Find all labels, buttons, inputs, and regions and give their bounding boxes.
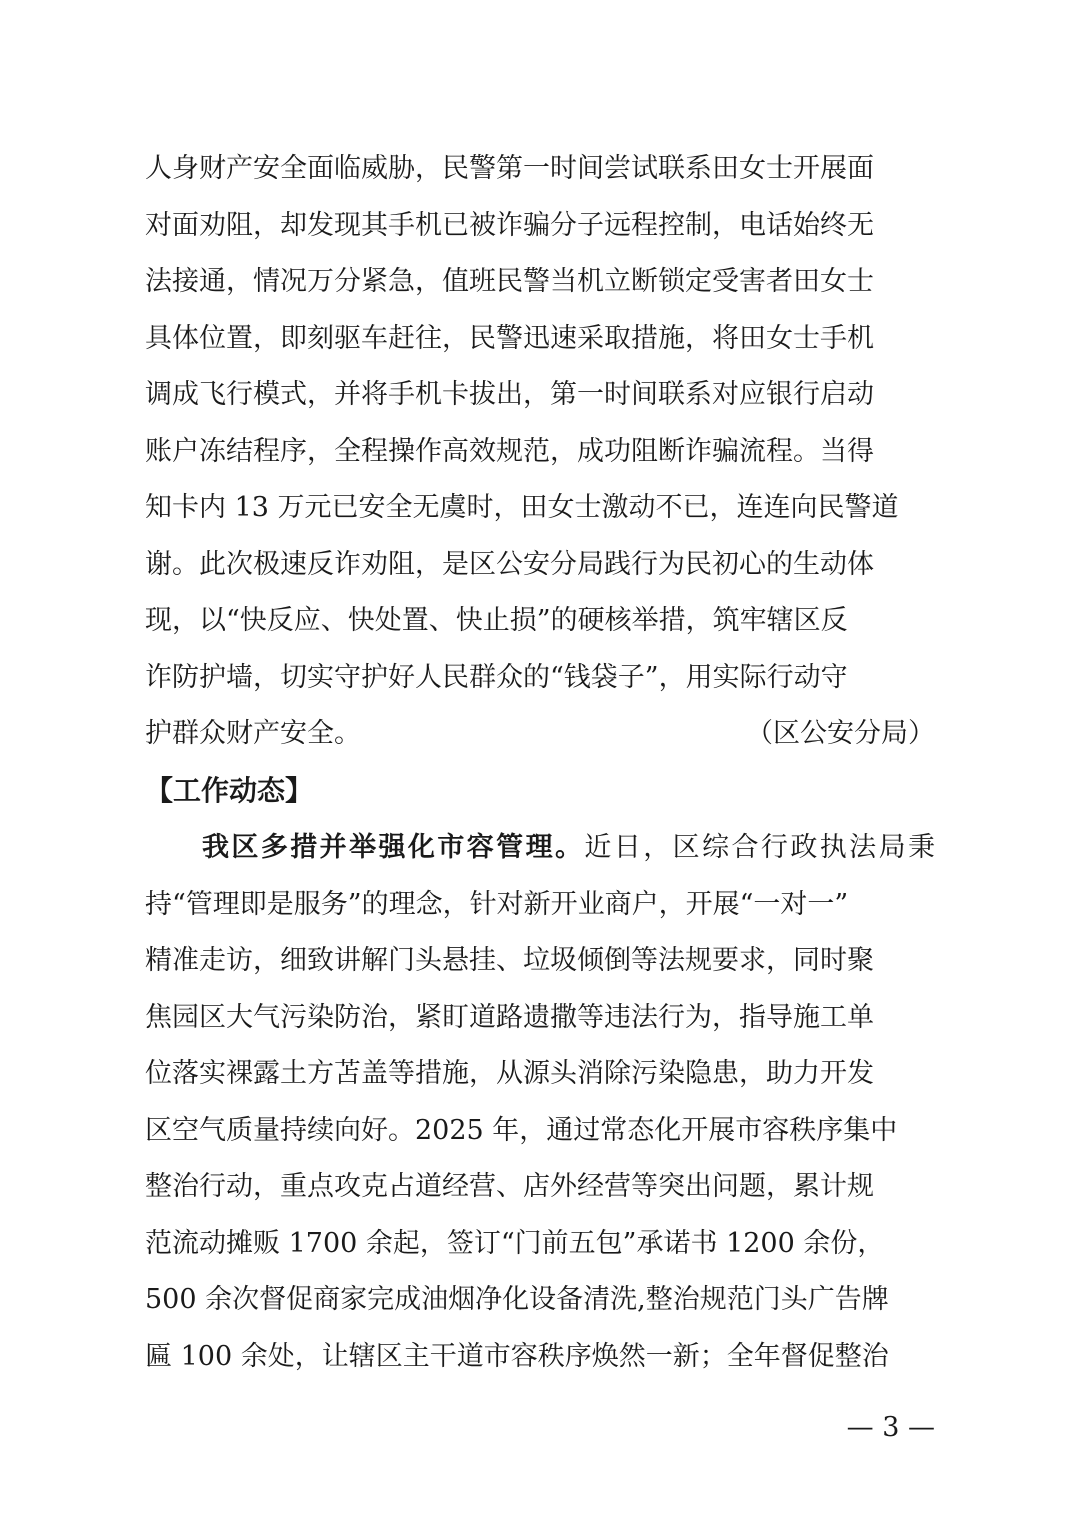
text-line: 对面劝阻，却发现其手机已被诈骗分子远程控制，电话始终无 xyxy=(145,209,874,241)
text-line: 位落实裸露土方苫盖等措施，从源头消除污染隐患，助力开发 xyxy=(145,1058,874,1089)
text-line: 诈防护墙，切实守护好人民群众的“钱袋子”，用实际行动守 xyxy=(145,661,848,693)
text-line-lead xyxy=(145,820,938,877)
text-line: 具体位置，即刻驱车赶往，民警迅速采取措施，将田女士手机 xyxy=(145,322,874,354)
page-number: — 3 — xyxy=(846,1412,935,1443)
text-line: 知卡内 13 万元已安全无虞时，田女士激动不已，连连向民警道 xyxy=(145,492,899,523)
paragraph-urban-management xyxy=(145,820,938,1385)
text-line: 持“管理即是服务”的理念，针对新开业商户，开展“一对一” xyxy=(145,888,849,920)
text-line: 精准走访，细致讲解门头悬挂、垃圾倾倒等法规要求，同时聚 xyxy=(145,945,874,976)
source-attribution: （区公安分局） xyxy=(746,718,935,749)
paragraph-end-text: 护群众财产安全。 xyxy=(145,718,361,749)
paragraph-lead-title: 我区多措并举强化市容管理。 xyxy=(202,832,585,863)
text-line: 现，以“快反应、快处置、快止损”的硬核举措，筑牢辖区反 xyxy=(145,605,848,636)
text-line: 500 余次督促商家完成油烟净化设备清洗,整治规范门头广告牌 xyxy=(145,1284,889,1315)
text-line: 匾 100 余处，让辖区主干道市容秩序焕然一新；全年督促整治 xyxy=(145,1340,889,1372)
text-line-last xyxy=(145,706,935,763)
text-line: 谢。此次极速反诈劝阻，是区公安分局践行为民初心的生动体 xyxy=(145,548,874,580)
paragraph-lead-text: 近日，区综合行政执法局秉 xyxy=(584,832,938,863)
section-heading-block xyxy=(145,763,935,820)
text-line: 人身财产安全面临威胁，民警第一时间尝试联系田女士开展面 xyxy=(145,153,874,184)
text-line: 范流动摊贩 1700 余起，签订“门前五包”承诺书 1200 余份， xyxy=(145,1227,885,1259)
text-line: 调成飞行模式，并将手机卡拔出，第一时间联系对应银行启动 xyxy=(145,379,874,410)
text-line: 焦园区大气污染防治，紧盯道路遗撒等违法行为，指导施工单 xyxy=(145,1001,874,1033)
text-line: 账户冻结程序，全程操作高效规范，成功阻断诈骗流程。当得 xyxy=(145,435,874,467)
text-line: 区空气质量持续向好。2025 年，通过常态化开展市容秩序集中 xyxy=(145,1114,898,1146)
text-line: 整治行动，重点攻克占道经营、店外经营等突出问题，累计规 xyxy=(145,1171,874,1202)
text-line: 法接通，情况万分紧急，值班民警当机立断锁定受害者田女士 xyxy=(145,266,874,297)
paragraph-police xyxy=(145,141,935,763)
section-heading: 【工作动态】 xyxy=(145,774,314,807)
